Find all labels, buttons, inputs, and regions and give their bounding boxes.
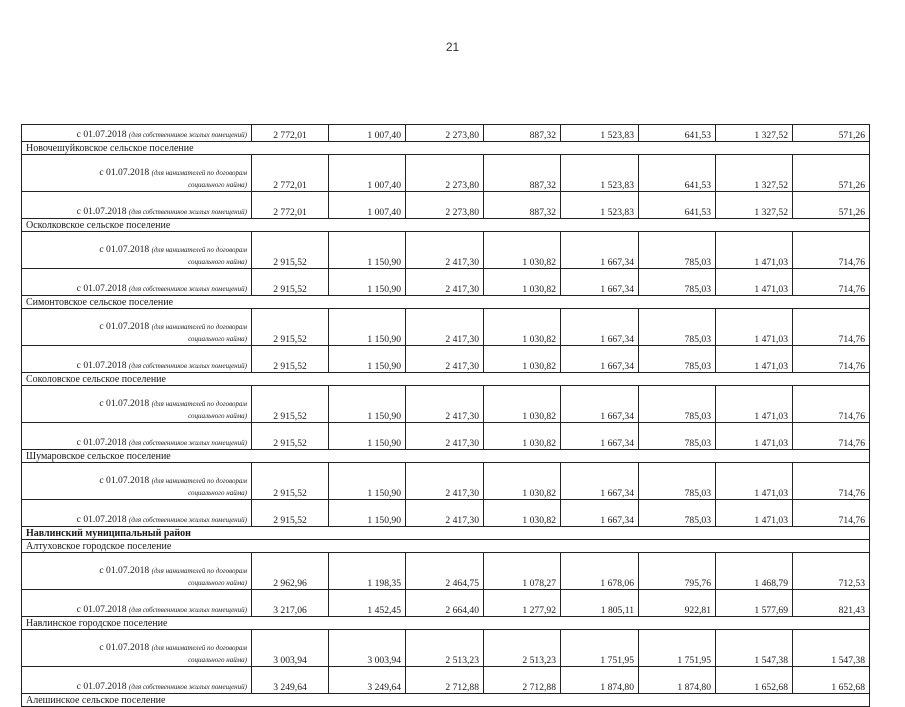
period-date: с 01.07.2018	[76, 129, 127, 140]
tariff-value: 1 198,35	[329, 553, 406, 590]
period-label	[22, 463, 252, 500]
tariff-value: 1 751,95	[561, 630, 639, 667]
tariff-value: 2 664,40	[406, 590, 484, 617]
settlement-name: Осколковское сельское поселение	[22, 219, 870, 232]
tariff-value: 1 150,90	[329, 309, 406, 346]
tariff-value: 1 471,03	[716, 232, 793, 269]
tariff-value: 3 217,06	[252, 590, 329, 617]
tariff-value: 714,76	[793, 269, 870, 296]
period-date: с 01.07.2018	[99, 565, 150, 576]
period-note-cont: социального найма)	[188, 335, 247, 343]
tariff-value: 785,03	[639, 346, 716, 373]
period-note-cont: социального найма)	[188, 181, 247, 189]
tariff-value: 2 464,75	[406, 553, 484, 590]
settlement-name: Симонтовское сельское поселение	[22, 296, 870, 309]
tariff-value: 1 667,34	[561, 309, 639, 346]
period-date: с 01.07.2018	[99, 244, 150, 255]
district-name: Навлинский муниципальный район	[22, 527, 870, 540]
tariff-value: 2 417,30	[406, 309, 484, 346]
tariff-value: 1 007,40	[329, 192, 406, 219]
tariff-value: 2 772,01	[252, 192, 329, 219]
period-note-cont: социального найма)	[188, 579, 247, 587]
period-label	[22, 553, 252, 590]
tariff-value: 1 150,90	[329, 423, 406, 450]
tariff-value: 714,76	[793, 386, 870, 423]
tariff-value: 2 513,23	[406, 630, 484, 667]
tariff-value: 2 417,30	[406, 463, 484, 500]
period-label	[22, 667, 252, 694]
tariff-value: 887,32	[484, 125, 561, 142]
tariff-value: 1 327,52	[716, 192, 793, 219]
period-label	[22, 423, 252, 450]
period-label	[22, 269, 252, 296]
tariff-value: 1 667,34	[561, 423, 639, 450]
tariff-value: 2 915,52	[252, 269, 329, 296]
section-header-row	[22, 617, 870, 630]
page-number: 21	[445, 40, 460, 54]
period-note: (для нанимателей по договорам	[151, 644, 247, 652]
tariff-row	[22, 667, 870, 694]
tariff-value: 714,76	[793, 309, 870, 346]
tariff-value: 1 471,03	[716, 309, 793, 346]
period-label	[22, 155, 252, 192]
period-date: с 01.07.2018	[76, 283, 127, 294]
period-date: с 01.07.2018	[76, 360, 127, 371]
tariff-value: 785,03	[639, 309, 716, 346]
tariff-value: 1 547,38	[716, 630, 793, 667]
tariff-value: 2 962,96	[252, 553, 329, 590]
tariff-value: 1 805,11	[561, 590, 639, 617]
tariff-value: 1 547,38	[793, 630, 870, 667]
tariff-value: 1 667,34	[561, 232, 639, 269]
tariff-value: 785,03	[639, 232, 716, 269]
period-note: (для нанимателей по договорам	[151, 400, 247, 408]
tariff-table	[21, 124, 870, 707]
tariff-value: 3 249,64	[329, 667, 406, 694]
period-date: с 01.07.2018	[76, 604, 127, 615]
period-note: (для нанимателей по договорам	[151, 477, 247, 485]
tariff-value: 2 273,80	[406, 155, 484, 192]
period-label	[22, 309, 252, 346]
tariff-value: 1 277,92	[484, 590, 561, 617]
period-label	[22, 125, 252, 142]
tariff-value: 1 471,03	[716, 386, 793, 423]
tariff-row	[22, 590, 870, 617]
section-header-row	[22, 142, 870, 155]
tariff-value: 641,53	[639, 192, 716, 219]
tariff-value: 1 652,68	[793, 667, 870, 694]
tariff-value: 1 667,34	[561, 386, 639, 423]
tariff-row	[22, 309, 870, 346]
tariff-value: 2 915,52	[252, 346, 329, 373]
period-note: (для нанимателей по договорам	[151, 567, 247, 575]
settlement-name: Шумаровское сельское поселение	[22, 450, 870, 463]
tariff-value: 922,81	[639, 590, 716, 617]
tariff-value: 1 078,27	[484, 553, 561, 590]
tariff-value: 712,53	[793, 553, 870, 590]
tariff-row	[22, 500, 870, 527]
tariff-value: 785,03	[639, 463, 716, 500]
tariff-value: 1 874,80	[561, 667, 639, 694]
section-header-row	[22, 296, 870, 309]
section-header-row	[22, 450, 870, 463]
tariff-value: 714,76	[793, 423, 870, 450]
tariff-value: 785,03	[639, 423, 716, 450]
period-label	[22, 232, 252, 269]
tariff-value: 1 471,03	[716, 269, 793, 296]
tariff-value: 1 030,82	[484, 386, 561, 423]
tariff-value: 1 471,03	[716, 463, 793, 500]
tariff-value: 1 577,69	[716, 590, 793, 617]
tariff-value: 1 327,52	[716, 155, 793, 192]
tariff-value: 714,76	[793, 232, 870, 269]
tariff-value: 2 915,52	[252, 423, 329, 450]
period-label	[22, 192, 252, 219]
tariff-value: 1 471,03	[716, 423, 793, 450]
period-note-cont: социального найма)	[188, 656, 247, 664]
tariff-value: 714,76	[793, 500, 870, 527]
tariff-row	[22, 630, 870, 667]
tariff-value: 571,26	[793, 192, 870, 219]
tariff-value: 2 273,80	[406, 125, 484, 142]
tariff-value: 1 667,34	[561, 269, 639, 296]
tariff-value: 2 417,30	[406, 232, 484, 269]
tariff-value: 2 273,80	[406, 192, 484, 219]
period-date: с 01.07.2018	[99, 642, 150, 653]
tariff-value: 1 007,40	[329, 125, 406, 142]
period-date: с 01.07.2018	[76, 437, 127, 448]
section-header-row	[22, 219, 870, 232]
tariff-value: 1 030,82	[484, 346, 561, 373]
tariff-value: 821,43	[793, 590, 870, 617]
tariff-value: 2 417,30	[406, 269, 484, 296]
settlement-name: Алтуховское городское поселение	[22, 540, 870, 553]
tariff-value: 1 667,34	[561, 346, 639, 373]
tariff-row	[22, 463, 870, 500]
period-label	[22, 590, 252, 617]
tariff-value: 3 249,64	[252, 667, 329, 694]
tariff-value: 795,76	[639, 553, 716, 590]
period-date: с 01.07.2018	[99, 167, 150, 178]
tariff-value: 785,03	[639, 386, 716, 423]
section-header-row	[22, 540, 870, 553]
period-date: с 01.07.2018	[76, 681, 127, 692]
tariff-value: 887,32	[484, 192, 561, 219]
tariff-value: 3 003,94	[252, 630, 329, 667]
tariff-value: 1 523,83	[561, 192, 639, 219]
period-note: (для собственников жилых помещений)	[128, 131, 247, 139]
period-note-cont: социального найма)	[188, 258, 247, 266]
tariff-value: 1 150,90	[329, 463, 406, 500]
period-date: с 01.07.2018	[99, 321, 150, 332]
settlement-name: Соколовское сельское поселение	[22, 373, 870, 386]
tariff-value: 1 471,03	[716, 500, 793, 527]
tariff-value: 1 751,95	[639, 630, 716, 667]
tariff-value: 641,53	[639, 155, 716, 192]
tariff-value: 714,76	[793, 346, 870, 373]
tariff-value: 1 523,83	[561, 125, 639, 142]
tariff-row	[22, 125, 870, 142]
tariff-value: 1 030,82	[484, 269, 561, 296]
tariff-value: 3 003,94	[329, 630, 406, 667]
tariff-value: 1 471,03	[716, 346, 793, 373]
tariff-value: 1 468,79	[716, 553, 793, 590]
district-header-row	[22, 527, 870, 540]
period-note: (для собственников жилых помещений)	[128, 606, 247, 614]
period-note: (для нанимателей по договорам	[151, 169, 247, 177]
tariff-value: 2 417,30	[406, 346, 484, 373]
tariff-value: 2 915,52	[252, 386, 329, 423]
tariff-value: 2 915,52	[252, 500, 329, 527]
tariff-value: 1 030,82	[484, 463, 561, 500]
period-note: (для нанимателей по договорам	[151, 323, 247, 331]
tariff-row	[22, 386, 870, 423]
period-label	[22, 630, 252, 667]
tariff-value: 1 150,90	[329, 386, 406, 423]
tariff-value: 2 772,01	[252, 155, 329, 192]
tariff-value: 2 915,52	[252, 309, 329, 346]
tariff-row	[22, 155, 870, 192]
period-date: с 01.07.2018	[76, 514, 127, 525]
tariff-value: 1 150,90	[329, 232, 406, 269]
period-note: (для собственников жилых помещений)	[128, 516, 247, 524]
tariff-value: 785,03	[639, 500, 716, 527]
tariff-value: 2 712,88	[406, 667, 484, 694]
tariff-value: 1 150,90	[329, 346, 406, 373]
tariff-value: 2 915,52	[252, 463, 329, 500]
settlement-name: Новочешуйковское сельское поселение	[22, 142, 870, 155]
tariff-row	[22, 269, 870, 296]
tariff-value: 1 030,82	[484, 423, 561, 450]
tariff-value: 1 007,40	[329, 155, 406, 192]
tariff-value: 2 772,01	[252, 125, 329, 142]
tariff-value: 641,53	[639, 125, 716, 142]
period-note-cont: социального найма)	[188, 489, 247, 497]
tariff-value: 2 712,88	[484, 667, 561, 694]
tariff-value: 1 523,83	[561, 155, 639, 192]
tariff-value: 1 030,82	[484, 500, 561, 527]
tariff-value: 1 667,34	[561, 500, 639, 527]
period-date: с 01.07.2018	[76, 206, 127, 217]
period-note: (для собственников жилых помещений)	[128, 208, 247, 216]
tariff-value: 571,26	[793, 125, 870, 142]
tariff-value: 1 150,90	[329, 269, 406, 296]
tariff-row	[22, 346, 870, 373]
tariff-value: 1 030,82	[484, 232, 561, 269]
tariff-value: 2 417,30	[406, 500, 484, 527]
tariff-value: 2 513,23	[484, 630, 561, 667]
tariff-row	[22, 192, 870, 219]
tariff-value: 1 150,90	[329, 500, 406, 527]
period-note: (для собственников жилых помещений)	[128, 439, 247, 447]
settlement-name: Алешинское сельское поселение	[22, 694, 870, 707]
tariff-row	[22, 232, 870, 269]
period-note: (для собственников жилых помещений)	[128, 683, 247, 691]
tariff-row	[22, 423, 870, 450]
period-label	[22, 500, 252, 527]
section-header-row	[22, 694, 870, 707]
settlement-name: Навлинское городское поселение	[22, 617, 870, 630]
tariff-row	[22, 553, 870, 590]
period-date: с 01.07.2018	[99, 475, 150, 486]
period-note: (для собственников жилых помещений)	[128, 362, 247, 370]
tariff-value: 887,32	[484, 155, 561, 192]
tariff-value: 1 327,52	[716, 125, 793, 142]
period-note: (для нанимателей по договорам	[151, 246, 247, 254]
tariff-value: 571,26	[793, 155, 870, 192]
tariff-value: 2 417,30	[406, 386, 484, 423]
tariff-value: 1 452,45	[329, 590, 406, 617]
tariff-value: 2 915,52	[252, 232, 329, 269]
period-note-cont: социального найма)	[188, 412, 247, 420]
tariff-value: 1 678,06	[561, 553, 639, 590]
section-header-row	[22, 373, 870, 386]
tariff-value: 1 874,80	[639, 667, 716, 694]
period-note: (для собственников жилых помещений)	[128, 285, 247, 293]
table-body	[22, 125, 870, 707]
tariff-value: 785,03	[639, 269, 716, 296]
tariff-value: 1 652,68	[716, 667, 793, 694]
period-label	[22, 346, 252, 373]
period-date: с 01.07.2018	[99, 398, 150, 409]
tariff-value: 714,76	[793, 463, 870, 500]
tariff-value: 1 030,82	[484, 309, 561, 346]
tariff-value: 1 667,34	[561, 463, 639, 500]
period-label	[22, 386, 252, 423]
tariff-value: 2 417,30	[406, 423, 484, 450]
